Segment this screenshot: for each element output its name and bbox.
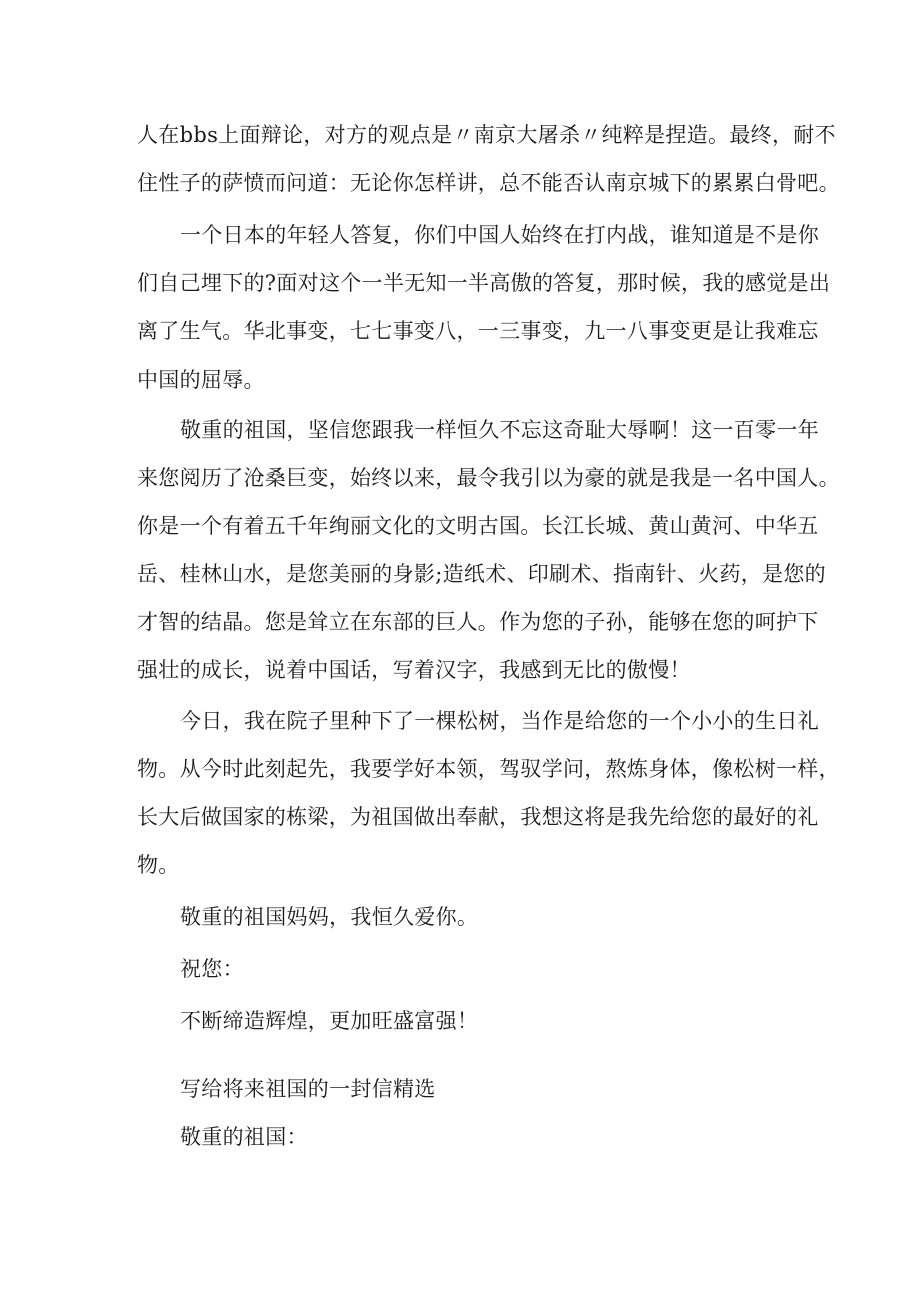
body-text-line: 不断缔造辉煌，更加旺盛富强！ xyxy=(180,1009,479,1033)
body-text-line: 今日，我在院子里种下了一棵松树，当作是给您的一个小小的生日礼 xyxy=(180,709,819,733)
body-text-line: 敬重的祖国，坚信您跟我一样恒久不忘这奇耻大辱啊！这一百零一年 xyxy=(180,418,819,442)
body-text-line: 人在bbs上面辩论，对方的观点是〃南京大屠杀〃纯粹是捏造。最终，耐不 xyxy=(137,123,836,147)
body-text-line: 离了生气。华北事变，七七事变八，一三事变，九一八事变更是让我难忘 xyxy=(137,319,819,343)
body-text-line: 你是一个有着五千年绚丽文化的文明古国。长江长城、黄山黄河、中华五 xyxy=(137,514,819,538)
body-text-line: 住性子的萨愤而问道：无论你怎样讲，总不能否认南京城下的累累白骨吧。 xyxy=(137,171,840,195)
salutation: 敬重的祖国： xyxy=(180,1125,308,1149)
body-text-line: 敬重的祖国妈妈，我恒久爱你。 xyxy=(180,905,479,929)
body-text-line: 物。从今时此刻起先，我要学好本领，驾驭学问，熬炼身体，像松树一样， xyxy=(137,757,840,781)
section-title: 写给将来祖国的一封信精选 xyxy=(180,1077,436,1101)
body-text-line: 强壮的成长，说着中国话，写着汉字，我感到无比的傲慢！ xyxy=(137,658,691,682)
body-text-line: 中国的屈辱。 xyxy=(137,368,265,392)
body-text-line: 长大后做国家的栋梁，为祖国做出奉献，我想这将是我先给您的最好的礼 xyxy=(137,805,819,829)
body-text-line: 们自己埋下的?面对这个一半无知一半高傲的答复，那时候，我的感觉是出 xyxy=(137,271,831,295)
body-text-line: 才智的结晶。您是耸立在东部的巨人。作为您的子孙，能够在您的呵护下 xyxy=(137,610,819,634)
body-text-line: 岳、桂林山水，是您美丽的身影;造纸术、印刷术、指南针、火药，是您的 xyxy=(137,562,826,586)
body-text-line: 物。 xyxy=(137,853,180,877)
body-text-line: 来您阅历了沧桑巨变，始终以来，最令我引以为豪的就是我是一名中国人。 xyxy=(137,466,840,490)
body-text-line: 一个日本的年轻人答复，你们中国人始终在打内战，谁知道是不是你 xyxy=(180,223,819,247)
body-text-line: 祝您： xyxy=(180,957,244,981)
